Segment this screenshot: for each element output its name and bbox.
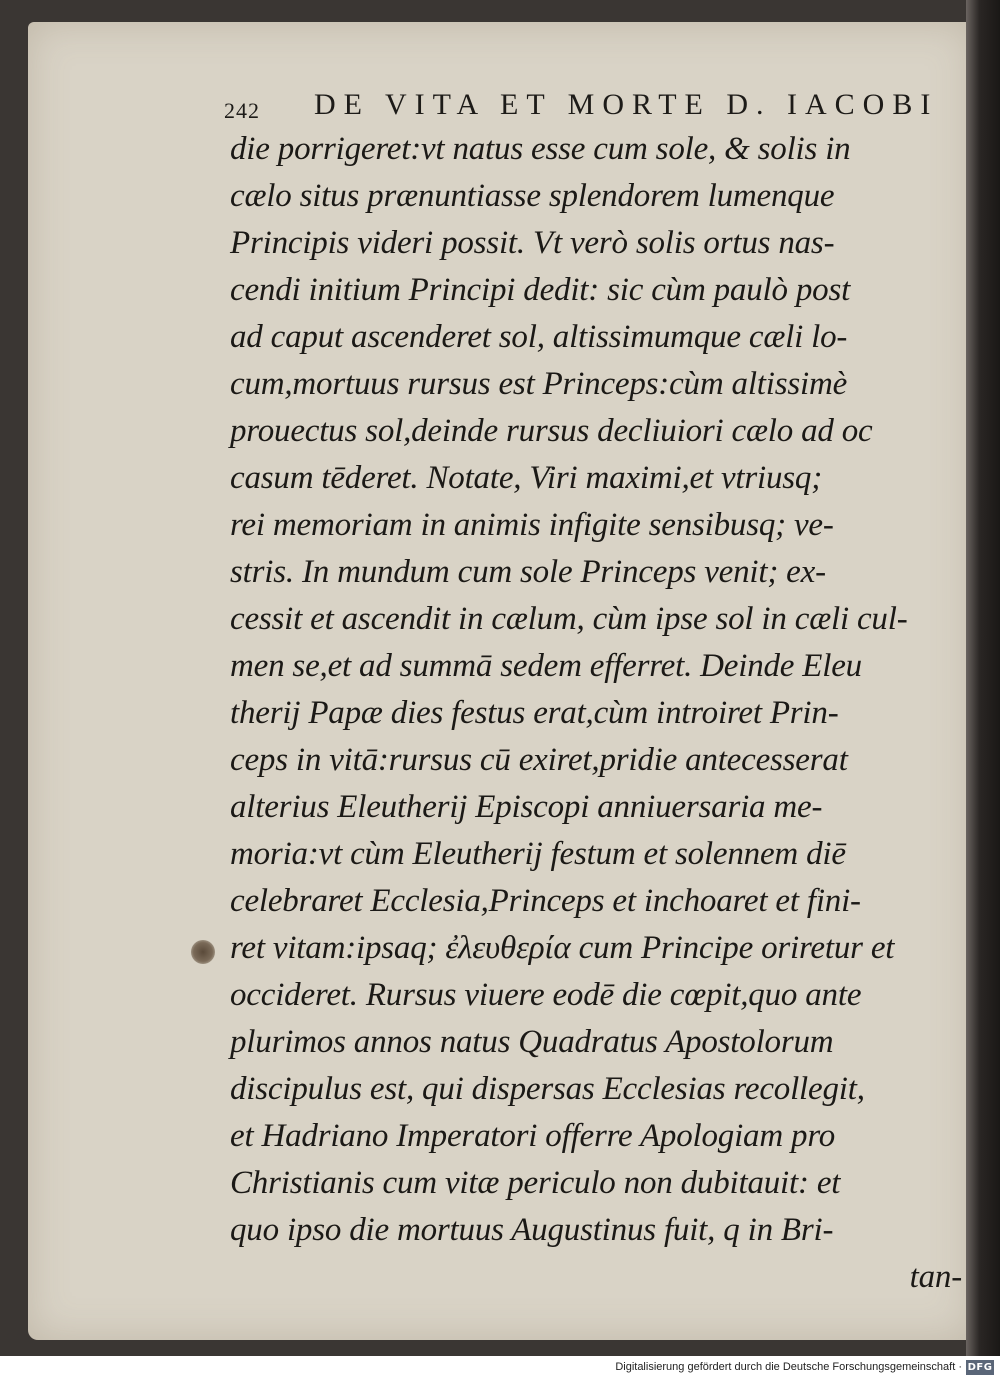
text-line: ret vitam:ipsaq; ἐλευθερία cum Principe oriretur et	[230, 930, 895, 966]
text-line: occideret. Rursus viuere eodē die cœpit,quo ante	[230, 977, 862, 1013]
text-line: moria:vt cùm Eleutherij festum et solennem diē	[230, 836, 846, 872]
text-line: cessit et ascendit in cælum, cùm ipse sol in cæli cul-	[230, 601, 908, 637]
text-line: plurimos annos natus Quadratus Apostolorum	[230, 1024, 834, 1060]
text-line: ceps in vitā:rursus cū exiret,pridie antecesserat	[230, 742, 848, 778]
catchword: tan-	[909, 1259, 962, 1295]
text-line: prouectus sol,deinde rursus decliuiori cælo ad oc	[230, 413, 873, 449]
book-page	[28, 22, 972, 1340]
text-line: Christianis cum vitæ periculo non dubitauit: et	[230, 1165, 841, 1201]
book-gutter	[966, 0, 1000, 1356]
text-line: discipulus est, qui dispersas Ecclesias recollegit,	[230, 1071, 865, 1107]
text-line: alterius Eleutherij Episcopi anniuersaria me-	[230, 789, 823, 825]
ink-stain	[191, 940, 215, 964]
funding-credit: Digitalisierung gefördert durch die Deutsche Forschungsgemeinschaft ·	[615, 1361, 962, 1373]
text-line: die porrigeret:vt natus esse cum sole, & solis in	[230, 131, 851, 167]
page-number: 242	[224, 98, 260, 123]
text-line: casum tēderet. Notate, Viri maximi,et vtriusq;	[230, 460, 823, 496]
text-line: men se,et ad summā sedem efferret. Deinde Eleu	[230, 648, 862, 684]
body-text	[230, 126, 970, 1301]
running-head: DE VITA ET MORTE D. IACOBI	[314, 88, 939, 121]
page-header	[224, 84, 939, 124]
dfg-logo-icon: DFG	[967, 1362, 993, 1373]
text-line: ad caput ascenderet sol, altissimumque cæli lo-	[230, 319, 848, 355]
text-line: cælo situs prænuntiasse splendorem lumenque	[230, 178, 835, 214]
text-line: cum,mortuus rursus est Princeps:cùm altissimè	[230, 366, 848, 402]
text-line: cendi initium Principi dedit: sic cùm paulò post	[230, 272, 851, 308]
text-line: et Hadriano Imperatori offerre Apologiam pro	[230, 1118, 836, 1154]
text-line: Principis videri possit. Vt verò solis ortus nas-	[230, 225, 835, 261]
text-line: rei memoriam in animis infigite sensibusq; ve-	[230, 507, 834, 543]
text-line: stris. In mundum cum sole Princeps venit; ex-	[230, 554, 826, 590]
text-line: quo ipso die mortuus Augustinus fuit, q in Bri-	[230, 1212, 834, 1248]
text-line: celebraret Ecclesia,Princeps et inchoaret et fini-	[230, 883, 861, 919]
text-line: therij Papæ dies festus erat,cùm introiret Prin-	[230, 695, 839, 731]
footer-bar	[0, 1356, 1000, 1380]
